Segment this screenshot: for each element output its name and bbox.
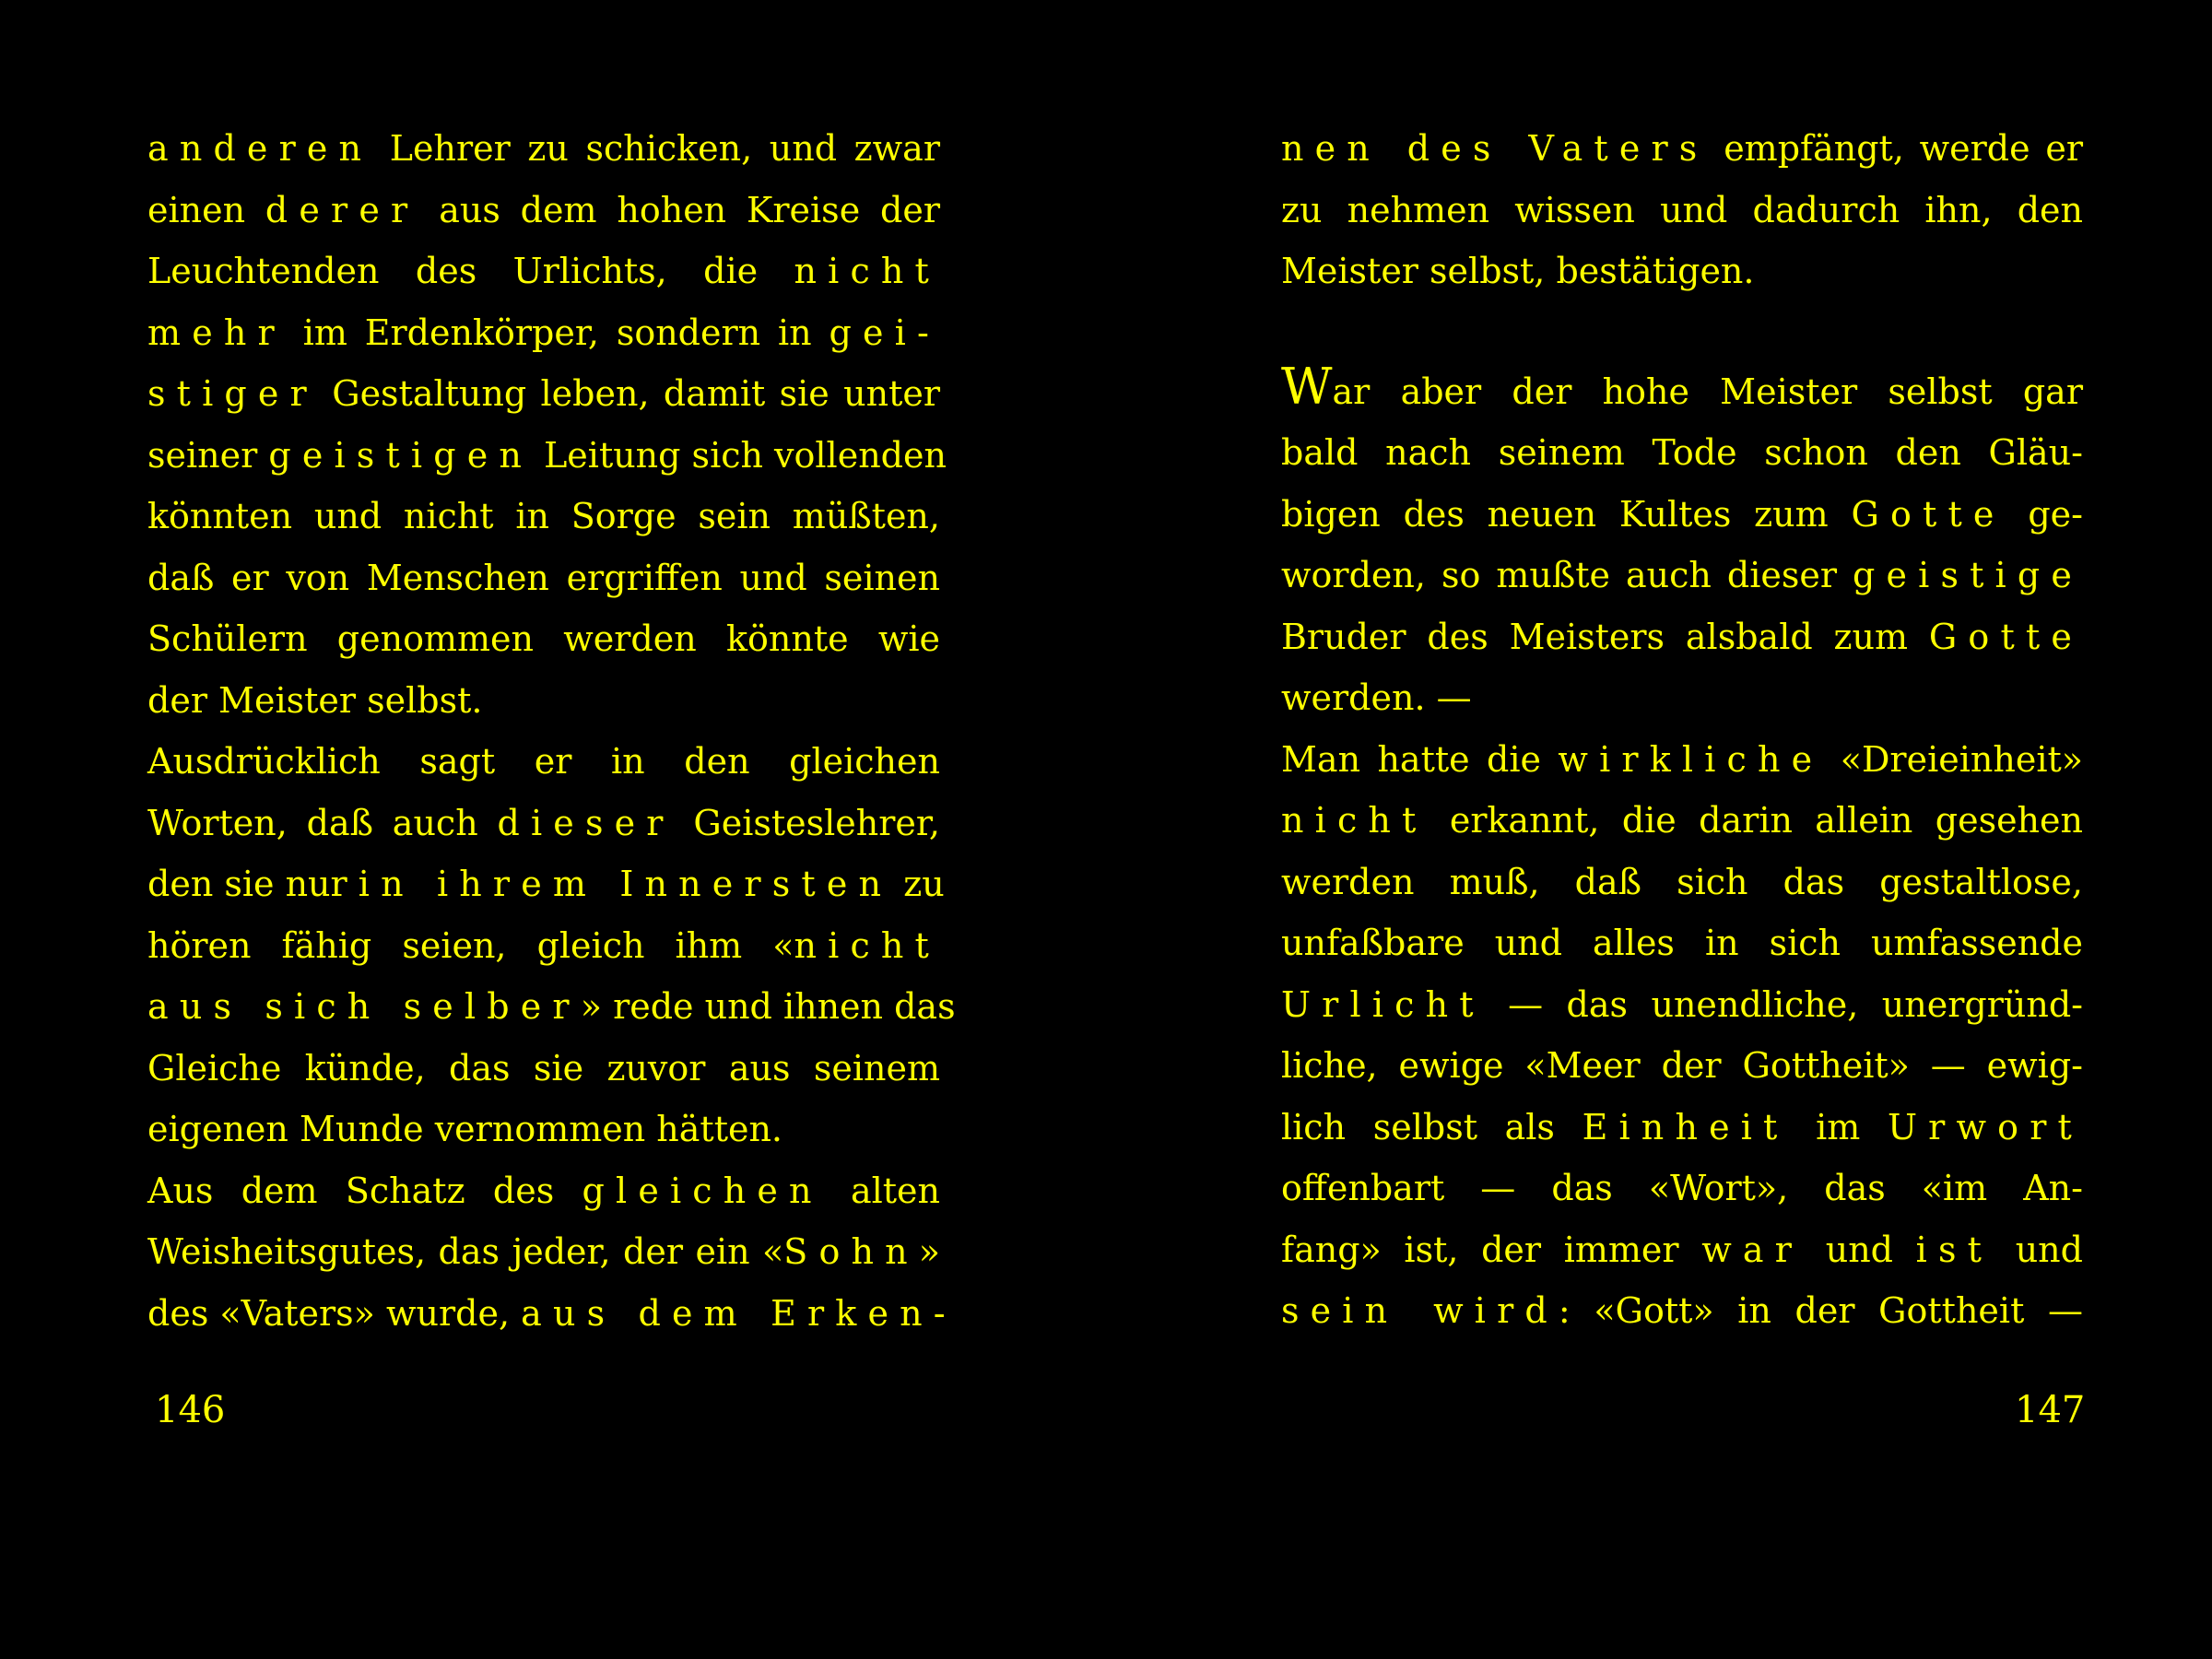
text-line: [1281, 912, 2083, 974]
emphasized-text: mehr: [147, 312, 286, 353]
text-segment: : «Gott» in der Gottheit —: [1558, 1290, 2083, 1331]
text-segment: des «Vaters» wurde,: [147, 1292, 522, 1334]
text-segment: » rede und ihnen das: [580, 986, 956, 1027]
text-segment: Schülern genommen werden könnte wie: [147, 618, 940, 659]
text-line: [147, 793, 940, 854]
emphasized-text: gleichen: [582, 1170, 823, 1211]
text-line: [1281, 852, 2083, 913]
text-segment: — das unendliche, unergründ-: [1484, 983, 2083, 1025]
text-segment: ar aber der hohe Meister selbst gar: [1332, 371, 2083, 412]
text-segment: «Dreieinheit»: [1823, 738, 2083, 780]
emphasized-text: ist: [1915, 1229, 1994, 1270]
text-segment: hören fähig seien, gleich ihm «: [147, 924, 794, 966]
page-number-right: 147: [2015, 1389, 2086, 1431]
text-line: [147, 363, 940, 425]
text-segment: erkannt, die darin allein gesehen: [1427, 800, 2083, 841]
emphasized-text: stiger: [147, 373, 318, 414]
page-number-left: 146: [155, 1389, 226, 1431]
text-segment: Bruder des Meisters alsbald zum: [1281, 616, 1929, 657]
text-segment: aus dem hohen Kreise der: [418, 189, 940, 230]
text-segment: könnten und nicht in Sorge sein müßten,: [147, 496, 940, 536]
text-line: [147, 608, 940, 670]
text-line: [1281, 729, 2083, 791]
emphasized-text: sein wird: [1281, 1290, 1559, 1331]
text-segment: bald nach seinem Tode schon den Gläu-: [1281, 432, 2083, 473]
emphasized-text: dieser: [497, 802, 675, 843]
emphasized-text: in ihrem Innersten: [358, 864, 893, 904]
text-segment: zu nehmen wissen und dadurch ihn, den: [1281, 189, 2083, 230]
text-segment: unfaßbare und alles in sich umfassende: [1281, 923, 2083, 963]
text-segment: Man hatte die: [1281, 738, 1559, 780]
emphasized-text: Einheit: [1582, 1106, 1789, 1147]
text-line: [147, 118, 940, 180]
text-segment: empfängt, werde er: [1708, 128, 2083, 169]
text-segment: Gestaltung leben, damit sie unter: [317, 373, 940, 414]
text-segment: Aus dem Schatz des: [147, 1170, 582, 1211]
text-segment: daß er von Menschen ergriffen und seinen: [147, 557, 940, 598]
text-segment: Meister selbst, bestätigen.: [1281, 251, 1755, 291]
text-line: [147, 1221, 940, 1283]
text-line: [147, 731, 940, 793]
text-segment: Ausdrücklich sagt er in den gleichen: [147, 741, 940, 782]
text-segment: einen: [147, 189, 265, 230]
emphasized-text: derer: [265, 189, 419, 230]
text-line: [1281, 180, 2083, 241]
emphasized-text: geistige: [1853, 555, 2083, 595]
emphasized-text: Sohn: [783, 1231, 919, 1272]
text-line: [147, 915, 940, 977]
text-segment: worden, so mußte auch dieser: [1281, 555, 1853, 595]
text-segment: Worten, daß auch: [147, 802, 498, 843]
emphasized-text: Urwort: [1887, 1106, 2083, 1147]
text-segment: offenbart — das «Wort», das «im An-: [1281, 1168, 2083, 1208]
right-page: [1281, 118, 2083, 1342]
emphasized-text: nicht: [1281, 800, 1428, 841]
emphasized-text: Gotte: [1851, 493, 2006, 535]
text-segment: werden. —: [1281, 677, 1472, 718]
text-segment: Weisheitsgutes, das jeder, der ein «: [147, 1231, 784, 1272]
emphasized-text: geistigen: [268, 434, 533, 476]
text-line: [1281, 118, 2083, 180]
text-line: [1281, 790, 2083, 852]
emphasized-text: anderen: [147, 128, 373, 169]
text-segment: im: [1788, 1106, 1888, 1147]
emphasized-text: aus sich selber: [147, 986, 581, 1027]
text-line: [147, 1283, 957, 1345]
text-line: [147, 1160, 940, 1222]
text-line: [1281, 1280, 2083, 1342]
text-segment: zu: [892, 864, 945, 904]
emphasized-text: aus dem Erken-: [521, 1292, 957, 1334]
text-line: [1281, 974, 2083, 1036]
initial-letter: W: [1281, 357, 1333, 416]
text-segment: liche, ewige «Meer der Gottheit» — ewig-: [1281, 1045, 2083, 1086]
text-segment: ge-: [2005, 493, 2084, 535]
text-segment: der Meister selbst.: [147, 679, 483, 721]
text-segment: Gleiche künde, das sie zuvor aus seinem: [147, 1047, 940, 1088]
text-line: [1281, 667, 2083, 729]
text-line: [1281, 357, 2083, 423]
text-line: [147, 853, 945, 915]
text-segment: eigenen Munde vernommen hätten.: [147, 1109, 783, 1149]
text-segment: und: [1993, 1229, 2083, 1270]
text-line: [1281, 422, 2083, 484]
emphasized-text: nen des Vaters: [1281, 128, 1709, 169]
text-segment: werden muß, daß sich das gestaltlose,: [1281, 861, 2083, 902]
text-segment: bigen des neuen Kultes zum: [1281, 493, 1852, 535]
text-segment: Lehrer zu schicken, und zwar: [372, 128, 940, 169]
text-segment: »: [918, 1231, 940, 1272]
text-line: [147, 1038, 940, 1100]
text-segment: lich selbst als: [1281, 1106, 1583, 1147]
text-segment: alten: [822, 1170, 940, 1211]
text-line: [147, 241, 940, 302]
text-line: [1281, 484, 2083, 546]
text-line: [147, 547, 940, 609]
emphasized-text: Urlicht: [1281, 983, 1485, 1025]
emphasized-text: gei-: [829, 312, 940, 353]
text-segment: Geisteslehrer,: [674, 802, 940, 843]
text-line: [1281, 241, 2083, 302]
text-line: [147, 180, 940, 241]
text-segment: Leuchtenden des Urlichts, die: [147, 251, 794, 291]
text-segment: Leitung sich vollenden: [532, 434, 947, 476]
emphasized-text: wirkliche: [1558, 738, 1824, 780]
paragraph-gap: [1281, 302, 2083, 361]
emphasized-text: Gotte: [1928, 616, 2083, 657]
text-line: [147, 976, 956, 1038]
text-line: [1281, 1097, 2083, 1159]
text-line: [147, 302, 940, 364]
emphasized-text: nicht: [794, 251, 940, 291]
text-segment: seiner: [147, 434, 269, 476]
text-line: [1281, 1158, 2083, 1219]
text-line: [147, 425, 947, 487]
emphasized-text: nicht: [794, 924, 940, 966]
text-line: [1281, 1035, 2083, 1097]
text-line: [1281, 1219, 2083, 1281]
text-segment: im Erdenkörper, sondern in: [285, 312, 830, 353]
text-segment: den sie nur: [147, 864, 359, 904]
text-line: [147, 486, 940, 547]
left-page: [147, 118, 957, 1344]
text-line: [1281, 545, 2083, 606]
emphasized-text: war: [1701, 1229, 1804, 1270]
text-line: [1281, 606, 2083, 668]
text-line: [147, 670, 940, 732]
text-segment: und: [1803, 1229, 1916, 1270]
text-segment: fang» ist, der immer: [1281, 1229, 1702, 1270]
text-line: [147, 1099, 940, 1160]
